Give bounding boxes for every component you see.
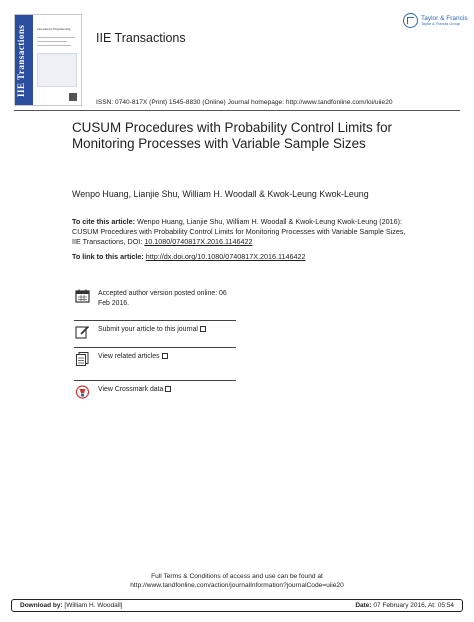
link-label: To link to this article: xyxy=(72,252,144,261)
cover-divider xyxy=(37,45,71,46)
doi-link[interactable]: 10.1080/0740817X.2016.1146422 xyxy=(144,237,253,247)
downloaded-by: Download by: [William H. Woodall] xyxy=(20,602,123,609)
download-info-bar xyxy=(11,599,463,612)
cover-spine-text: IIE Transactions xyxy=(16,24,26,98)
terms-notice xyxy=(0,573,474,590)
article-link-block xyxy=(72,252,305,261)
crossmark-link[interactable] xyxy=(74,381,236,411)
taylor-francis-logo-icon xyxy=(403,13,418,28)
submit-article-link[interactable] xyxy=(74,321,236,348)
external-link-icon xyxy=(162,353,168,359)
article-url-link[interactable]: http://dx.doi.org/10.1080/0740817X.2016.1146422 xyxy=(145,252,306,261)
article-title: CUSUM Procedures with Probability Control Limits for Monitoring Processes with Variable Sample Sizes xyxy=(72,120,392,151)
external-link-icon xyxy=(200,326,206,332)
external-link-icon xyxy=(165,386,171,392)
terms-notice-url[interactable]: http://www.tandfonline.com/action/journalInformation?journalCode=uiie20 xyxy=(130,581,344,589)
documents-icon xyxy=(74,352,90,366)
journal-name[interactable]: IIE Transactions xyxy=(96,31,186,45)
journal-cover-image xyxy=(14,14,82,106)
citation-text: Wenpo Huang, Lianjie Shu, William H. Woodall & Kwok-Leung Kwok-Leung (2016): CUSUM Procedures with Probability Control Limits for Monitoring Processes with Variable Sample Sizes, IIE Transactions, DOI: xyxy=(72,217,406,247)
cover-illustration xyxy=(37,53,77,87)
cover-divider xyxy=(37,41,67,42)
crossmark-icon xyxy=(74,385,90,399)
related-articles-link[interactable] xyxy=(74,348,236,381)
download-date: Date: 07 February 2016, At: 05:54 xyxy=(355,602,454,609)
cover-publisher-mark xyxy=(69,93,77,101)
article-actions xyxy=(74,285,236,411)
submit-article-label: Submit your article to this journal xyxy=(98,325,206,335)
related-articles-label: View related articles xyxy=(98,352,168,362)
pencil-icon xyxy=(74,325,90,339)
citation-block xyxy=(72,217,412,248)
publisher-name: Taylor & Francis xyxy=(421,15,468,22)
publisher-group: Taylor & Francis Group xyxy=(421,22,460,26)
article-authors: Wenpo Huang, Lianjie Shu, William H. Woodall & Kwok-Leung Kwok-Leung xyxy=(72,189,369,199)
calendar-icon xyxy=(74,289,90,303)
crossmark-label: View Crossmark data xyxy=(98,385,171,395)
terms-notice-line1: Full Terms & Conditions of access and use can be found at xyxy=(151,573,323,580)
accepted-date-item xyxy=(74,285,236,321)
publisher-logo[interactable] xyxy=(403,13,468,28)
issn-homepage-line: ISSN: 0740-817X (Print) 1545-8830 (Online) Journal homepage: http://www.tandfonline.com/loi/uiie20 xyxy=(96,99,393,106)
header-divider xyxy=(14,110,460,111)
cover-spine xyxy=(15,15,33,105)
cover-inner-title: Operations Engineering xyxy=(37,27,71,31)
cover-divider xyxy=(37,37,75,38)
accepted-date-label: Accepted author version posted online: 06 Feb 2016. xyxy=(98,290,227,307)
citation-label: To cite this article: xyxy=(72,217,135,226)
